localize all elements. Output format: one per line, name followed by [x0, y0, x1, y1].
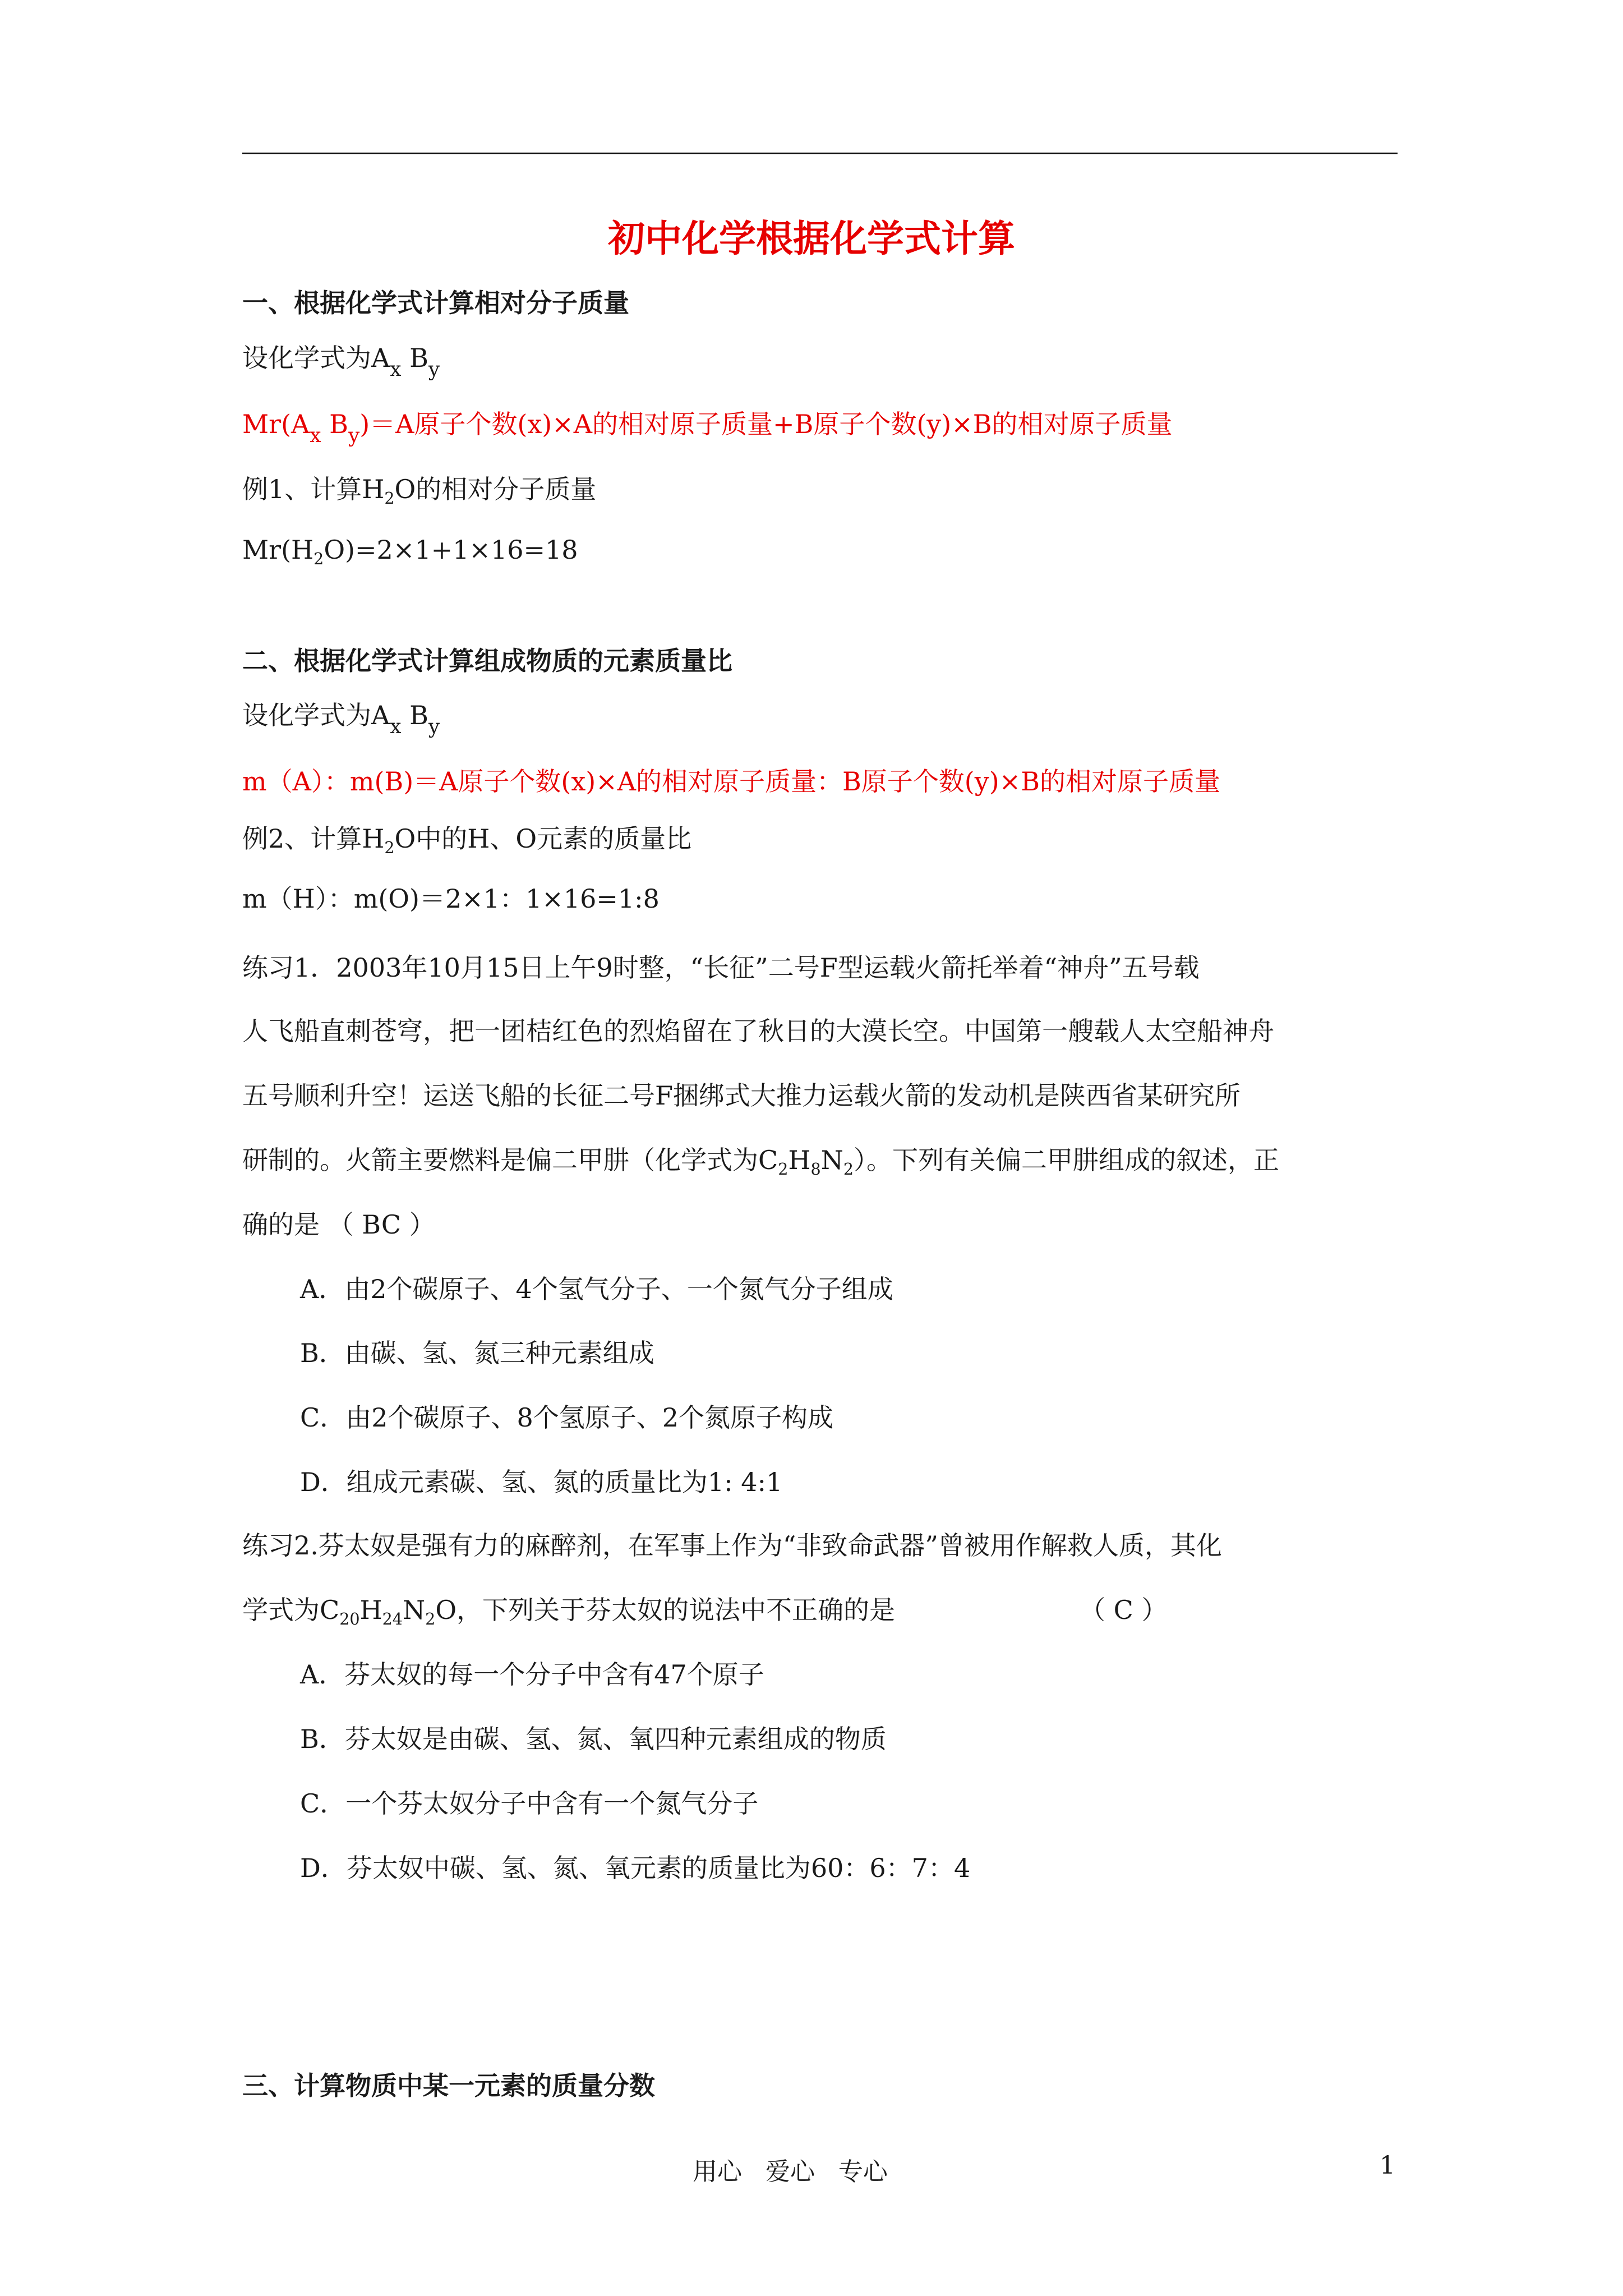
section2-formula: m（A）：m(B)＝A原子个数(x)×A的相对原子质量：B原子个数(y)×B的相对原子质量 — [242, 766, 1221, 797]
section1-heading: 一、根据化学式计算相对分子质量 — [242, 288, 629, 318]
exercise1-line4: 研制的。火箭主要燃料是偏二甲肼（化学式为$C_2H_8N_2$）。下列有关偏二甲肼组成的叙述，正 — [242, 1145, 1280, 1179]
exercise2-answer: （ C ） — [1080, 1595, 1168, 1625]
exercise2-option-a: A．芬太奴的每一个分子中含有47个原子 — [300, 1659, 764, 1690]
example1: 例1、计算$H_2O$的相对分子质量 — [242, 474, 597, 508]
exercise1-option-c: C．由2个碳原子、8个氢原子、2个氮原子构成 — [300, 1402, 833, 1433]
exercise2-option-c: C．一个芬太奴分子中含有一个氮气分子 — [300, 1788, 759, 1819]
section2-heading: 二、根据化学式计算组成物质的元素质量比 — [242, 646, 732, 676]
exercise1-option-b: B．由碳、氢、氮三种元素组成 — [300, 1338, 654, 1368]
example1-answer: $Mr(H_2O)=2\times 1+1\times 16=18$ — [242, 535, 578, 568]
exercise2-line2: 学式为$C_{20}H_{24}N_2O$，下列关于芬太奴的说法中不正确的是 — [242, 1595, 896, 1628]
exercise1-line5: 确的是 （ BC ） — [242, 1209, 435, 1240]
exercise1-line1: 练习1．2003年10月15日上午9时整，“长征”二号F型运载火箭托举着“神舟”五号载 — [242, 953, 1200, 983]
exercise2-option-d: D．芬太奴中碳、氢、氮、氧元素的质量比为60：6：7：4 — [300, 1853, 971, 1883]
header-rule — [242, 153, 1398, 154]
section1-formula: $Mr(A_x$ $B_y)=A$原子个数(x)×A的相对原子质量+B原子个数(y)×B的相对原子质量 — [242, 409, 1173, 448]
exercise1-line3: 五号顺利升空！运送飞船的长征二号F捆绑式大推力运载火箭的发动机是陕西省某研究所 — [242, 1080, 1241, 1111]
section1-setup: 设化学式为$A_x$ $B_y$ — [242, 343, 440, 381]
exercise2-option-b: B．芬太奴是由碳、氢、氮、氧四种元素组成的物质 — [300, 1724, 887, 1754]
footer-text: 用心 爱心 专心 — [693, 2157, 888, 2186]
page-number: 1 — [1380, 2151, 1395, 2180]
exercise2-line1: 练习2.芬太奴是强有力的麻醉剂，在军事上作为“非致命武器”曾被用作解救人质，其化 — [242, 1530, 1222, 1561]
section3-heading: 三、计算物质中某一元素的质量分数 — [242, 2070, 655, 2101]
exercise1-option-a: A．由2个碳原子、4个氢气分子、一个氮气分子组成 — [300, 1274, 893, 1304]
section2-setup: 设化学式为$A_x$ $B_y$ — [242, 700, 440, 739]
page-title: 初中化学根据化学式计算 — [608, 217, 1015, 260]
example2-answer: m（H）：m(O)＝2×1：1×16=1:8 — [242, 884, 660, 914]
exercise1-line2: 人飞船直刺苍穹，把一团桔红色的烈焰留在了秋日的大漠长空。中国第一艘载人太空船神舟 — [242, 1016, 1274, 1046]
example2: 例2、计算$H_2O$中的H、O元素的质量比 — [242, 823, 692, 857]
exercise1-option-d: D．组成元素碳、氢、氮的质量比为1: 4:1 — [300, 1467, 783, 1497]
